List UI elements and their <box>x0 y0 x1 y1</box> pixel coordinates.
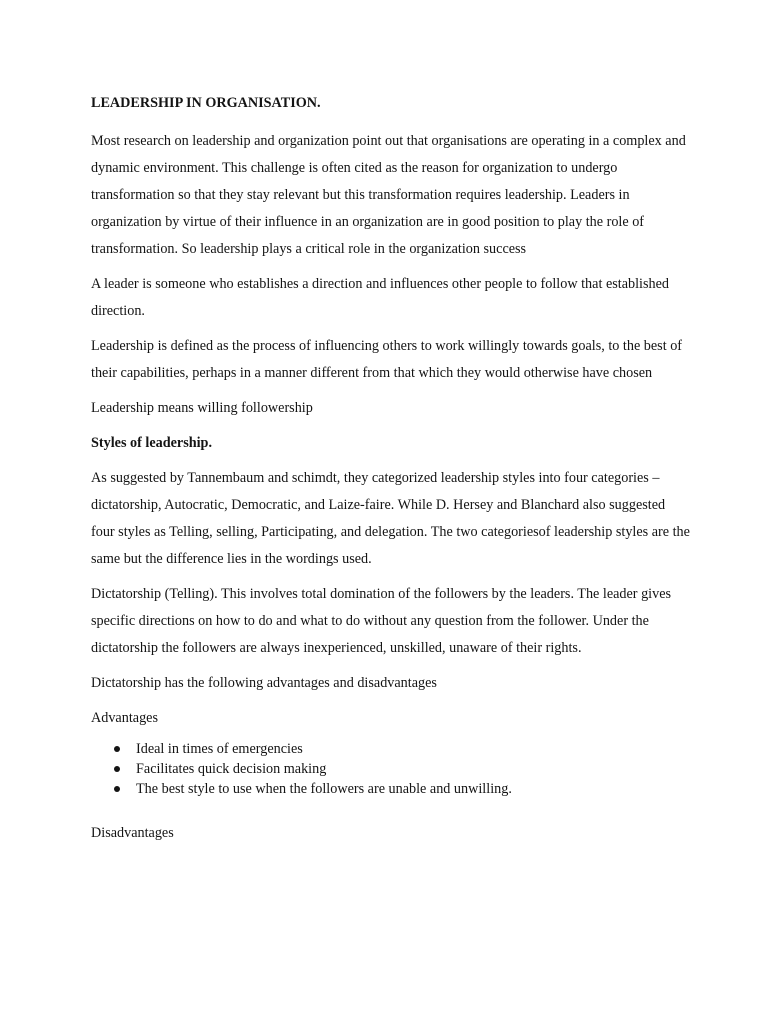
paragraph-leader-definition: A leader is someone who establishes a direction and influences other people to follow that established direction. <box>91 276 669 319</box>
paragraph-followership: Leadership means willing followership <box>91 400 313 416</box>
list-item-text: Facilitates quick decision making <box>136 761 327 777</box>
paragraph-research: Most research on leadership and organization point out that organisations are operating in a complex and dynamic environment. This challenge is often cited as the reason for organization to undergo transformation so that they stay relevant but this transformation requires leadership. Leaders in organization by virtue of their influence in an organization are in good position to play the role of transformation. So leadership plays a critical role in the organization success <box>91 133 686 257</box>
advantages-list <box>91 739 691 799</box>
paragraph-advantages-intro: Dictatorship has the following advantages and disadvantages <box>91 675 437 691</box>
bullet-icon <box>114 786 120 792</box>
document-title: LEADERSHIP IN ORGANISATION. <box>91 95 321 111</box>
styles-heading: Styles of leadership. <box>91 435 212 451</box>
document-page <box>91 94 691 854</box>
bullet-icon <box>114 766 120 772</box>
list-item <box>91 739 691 759</box>
list-item <box>91 759 691 779</box>
paragraph-leadership-definition: Leadership is defined as the process of influencing others to work willingly towards goals, to the best of their capabilities, perhaps in a manner different from that which they would otherwise have chosen <box>91 338 683 381</box>
paragraph-dictatorship: Dictatorship (Telling). This involves total domination of the followers by the leaders. The leader gives specific directions on how to do and what to do without any question from the follower. Under the dictatorship the followers are always inexperienced, unskilled, unaware of their rights. <box>91 586 672 656</box>
paragraph-styles-categories: As suggested by Tannembaum and schimdt, they categorized leadership styles into four categories – dictatorship, Autocratic, Democratic, and Laize-faire. While D. Hersey and Blanchard also suggested four styles as Telling, selling, Participating, and delegation. The two categoriesof leadership styles are the same but the difference lies in the wordings used. <box>91 470 690 567</box>
disadvantages-label: Disadvantages <box>91 825 174 841</box>
list-item-text: The best style to use when the followers are unable and unwilling. <box>136 781 512 797</box>
list-item-text: Ideal in times of emergencies <box>136 741 303 757</box>
bullet-icon <box>114 746 120 752</box>
advantages-label: Advantages <box>91 710 158 726</box>
list-item <box>91 779 691 799</box>
